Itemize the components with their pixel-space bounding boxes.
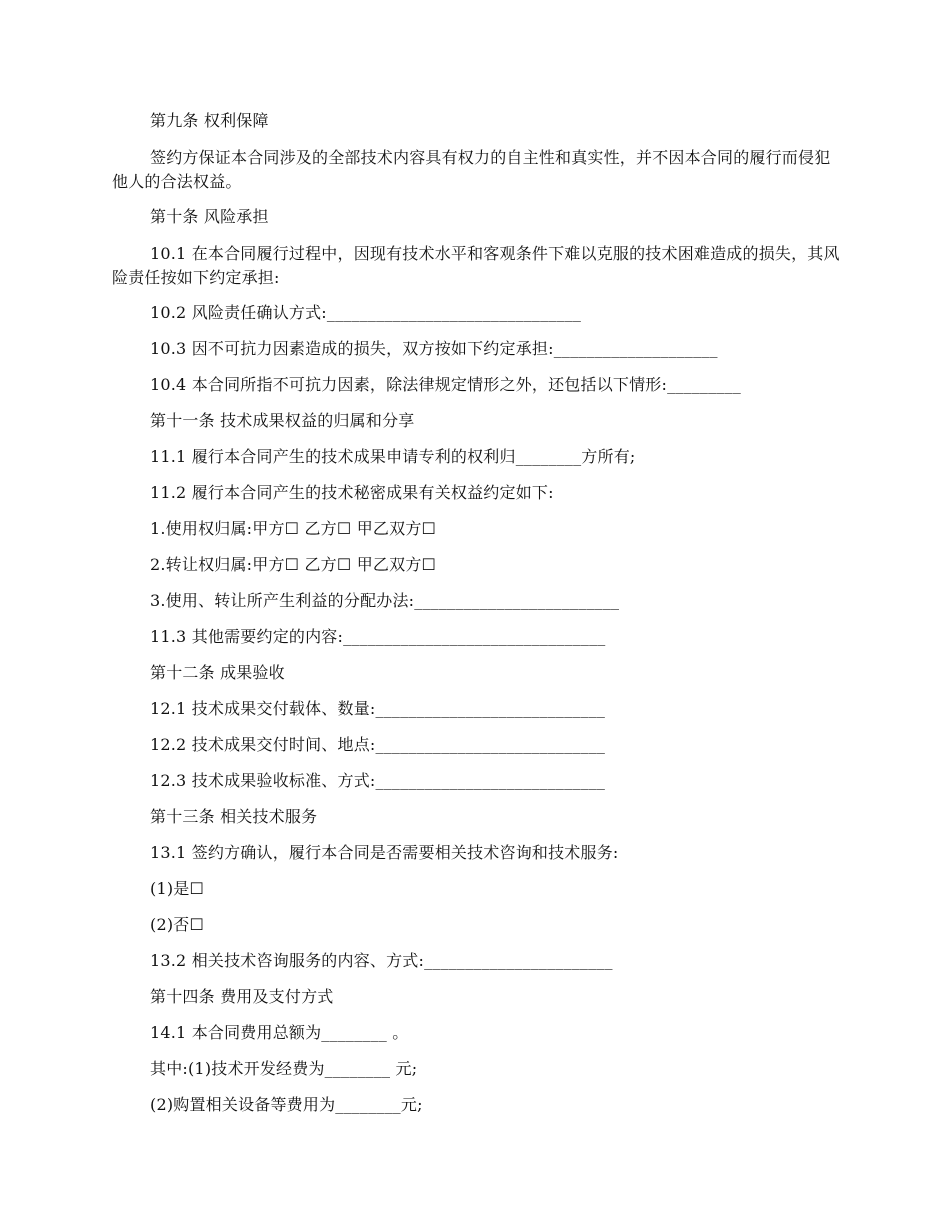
clause-13-2: 13.2 相关技术咨询服务的内容、方式:_______________________ <box>150 951 613 970</box>
clause-10-1: 10.1 在本合同履行过程中，因现有技术水平和客观条件下难以克服的技术困难造成的损失，其风险责任按如下约定承担: <box>112 244 840 287</box>
document-body <box>112 110 842 1130</box>
usage-rights-item: 1.使用权归属:甲方☐ 乙方☐ 甲乙双方☐ <box>150 519 437 538</box>
equipment-fee-item: (2)购置相关设备等费用为________元; <box>150 1095 423 1114</box>
clause-12-2: 12.2 技术成果交付时间、地点:____________________________ <box>150 735 606 754</box>
clause-10-2: 10.2 风险责任确认方式:_______________________________ <box>150 303 582 322</box>
article-9-text: 签约方保证本合同涉及的全部技术内容具有权力的自主性和真实性，并不因本合同的履行而侵犯他人的合法权益。 <box>112 148 831 191</box>
yes-option: (1)是☐ <box>150 879 205 898</box>
article-14-heading: 第十四条 费用及支付方式 <box>150 987 334 1006</box>
no-option: (2)否☐ <box>150 915 205 934</box>
clause-13-1: 13.1 签约方确认，履行本合同是否需要相关技术咨询和技术服务: <box>150 843 619 862</box>
clause-11-2: 11.2 履行本合同产生的技术秘密成果有关权益约定如下: <box>150 483 554 502</box>
transfer-rights-item: 2.转让权归属:甲方☐ 乙方☐ 甲乙双方☐ <box>150 555 437 574</box>
clause-11-1: 11.1 履行本合同产生的技术成果申请专利的权利归________方所有; <box>150 447 636 466</box>
article-9-heading: 第九条 权利保障 <box>150 111 269 130</box>
clause-12-1: 12.1 技术成果交付载体、数量:____________________________ <box>150 699 606 718</box>
clause-14-1: 14.1 本合同费用总额为________ 。 <box>150 1023 409 1042</box>
article-12-heading: 第十二条 成果验收 <box>150 663 285 682</box>
benefit-distribution-item: 3.使用、转让所产生利益的分配办法:_________________________ <box>150 591 620 610</box>
development-fee-item: 其中:(1)技术开发经费为________ 元; <box>150 1059 418 1078</box>
article-11-heading: 第十一条 技术成果权益的归属和分享 <box>150 411 415 430</box>
clause-10-4: 10.4 本合同所指不可抗力因素，除法律规定情形之外，还包括以下情形:_________ <box>150 375 741 394</box>
clause-11-3: 11.3 其他需要约定的内容:________________________________ <box>150 627 606 646</box>
article-13-heading: 第十三条 相关技术服务 <box>150 807 318 826</box>
clause-12-3: 12.3 技术成果验收标准、方式:____________________________ <box>150 771 606 790</box>
article-10-heading: 第十条 风险承担 <box>150 207 269 226</box>
clause-10-3: 10.3 因不可抗力因素造成的损失，双方按如下约定承担:____________________ <box>150 339 718 358</box>
